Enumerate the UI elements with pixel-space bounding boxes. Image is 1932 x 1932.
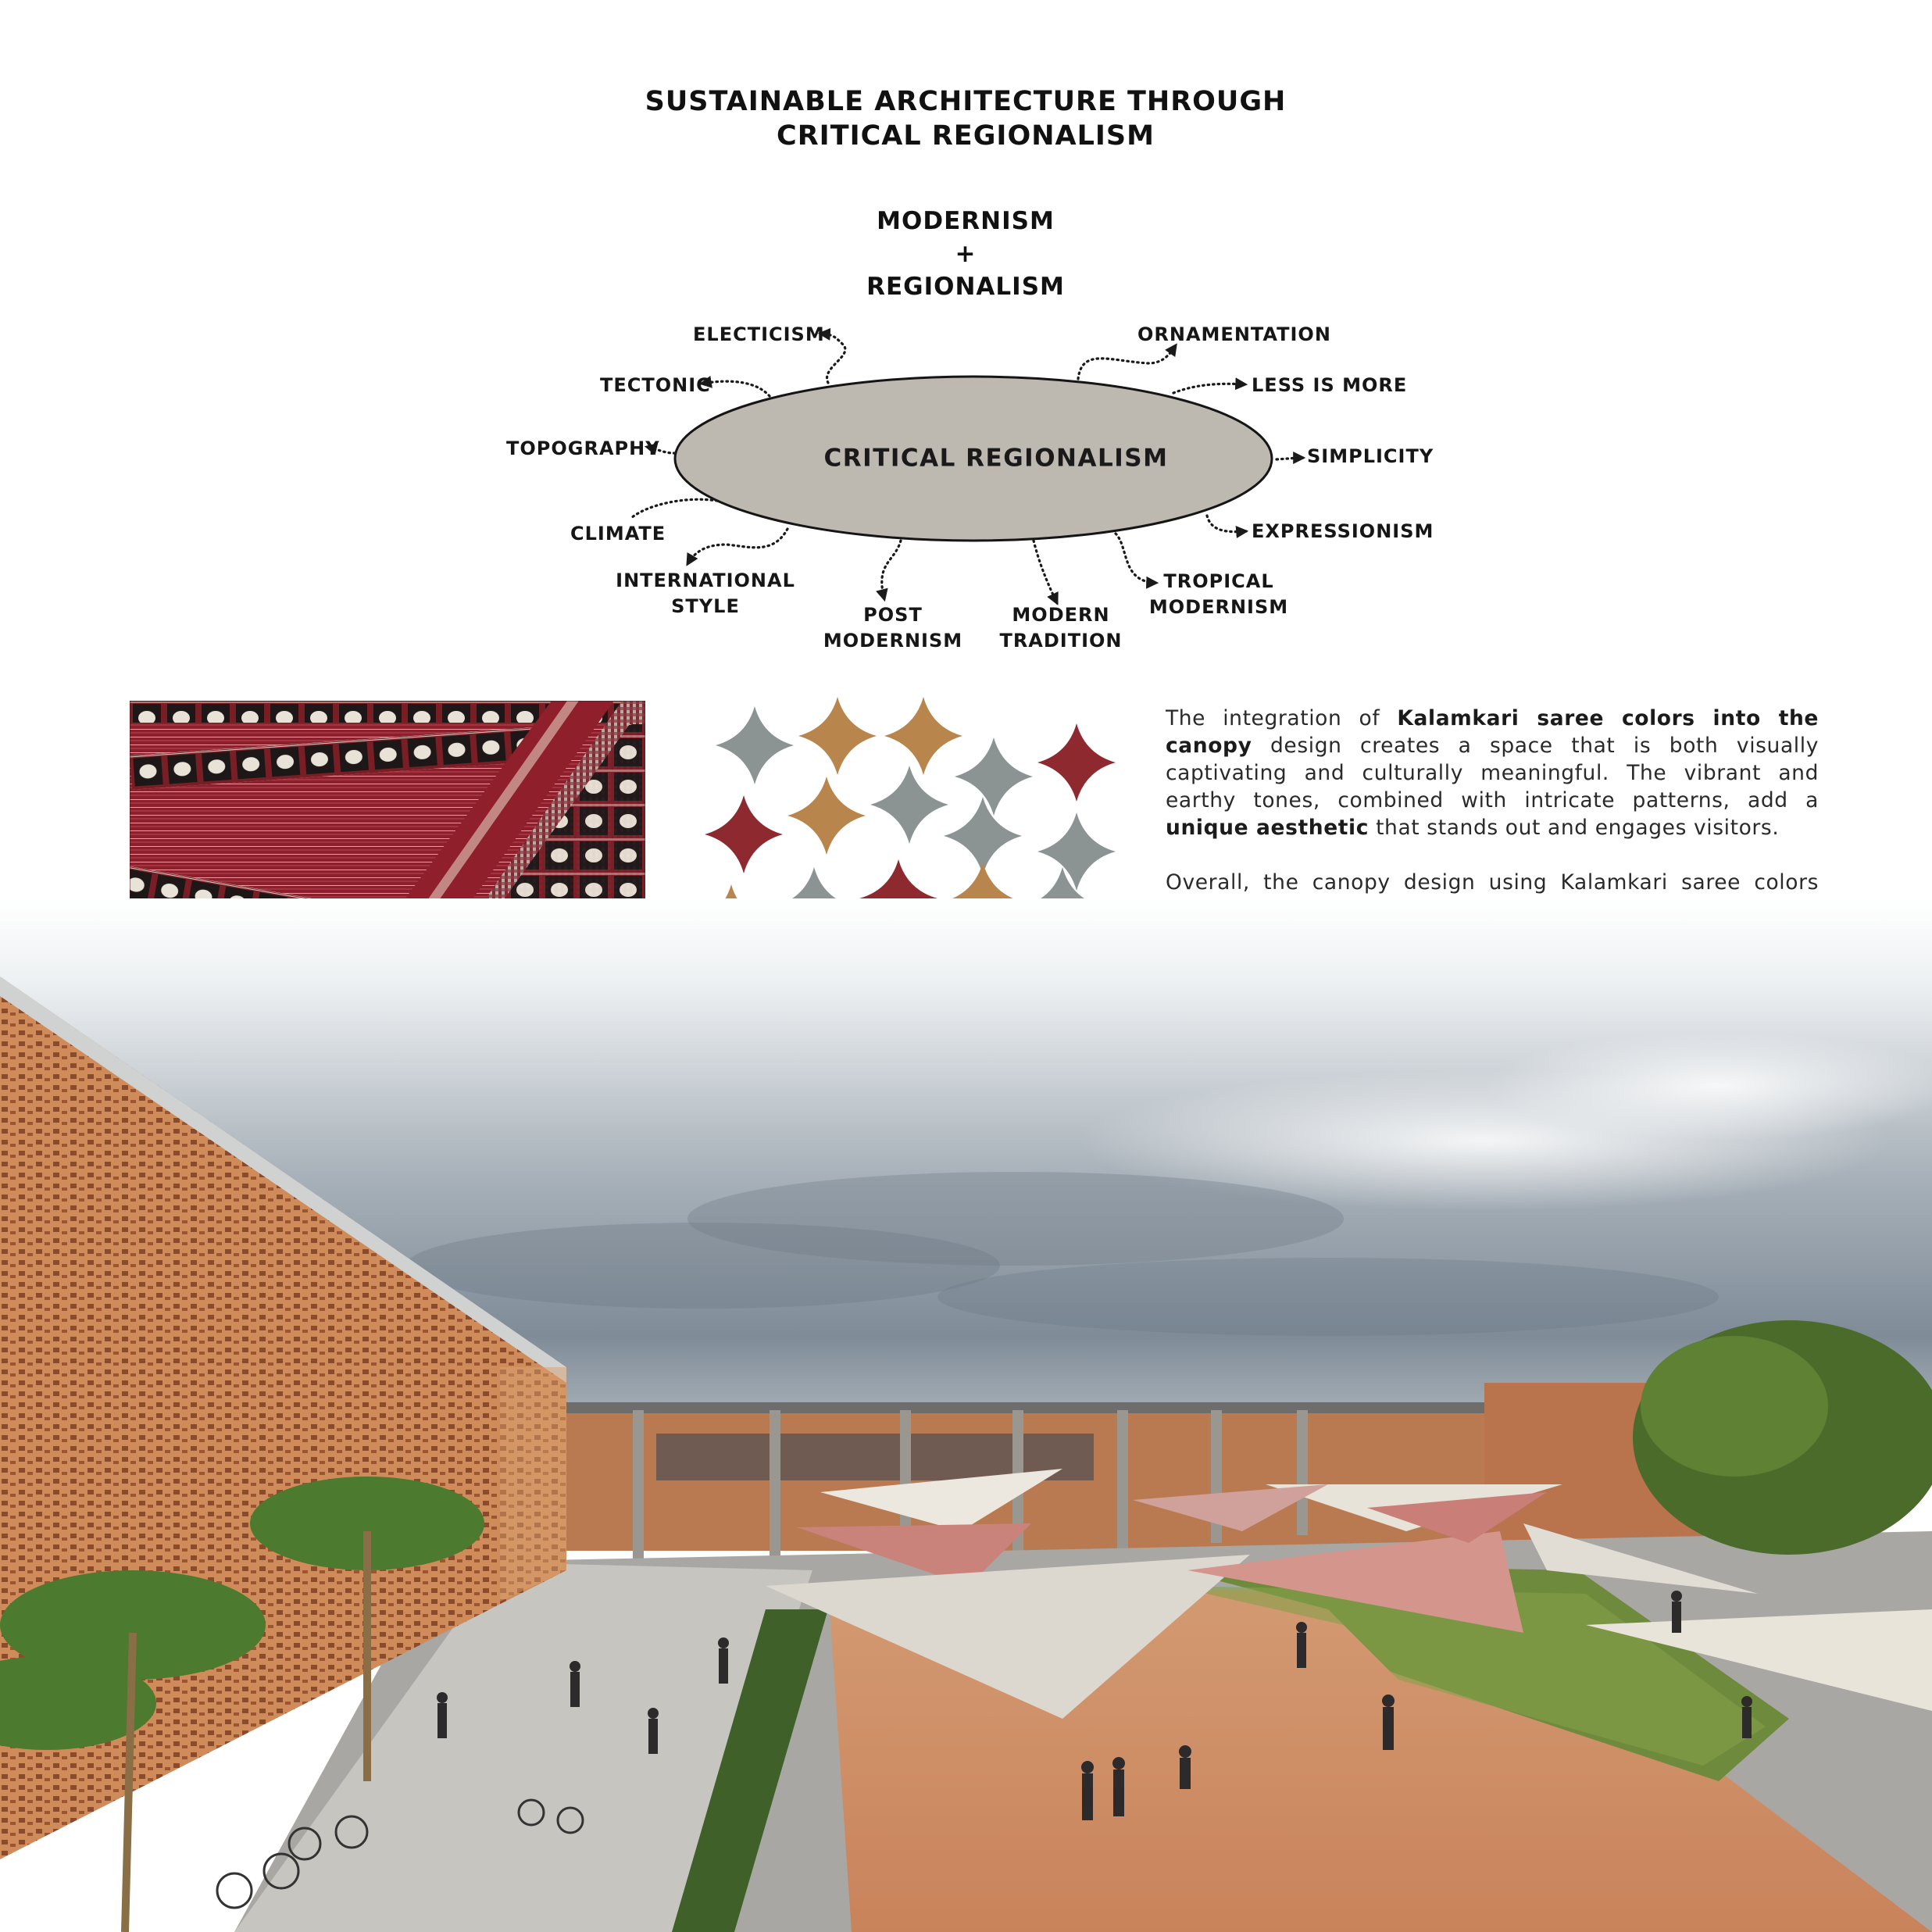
description-paragraph-2: Overall, the canopy design using Kalamkari saree colors [1166,870,1819,895]
diamond-tile [870,766,948,844]
plus-sign: + [955,240,977,268]
arrow-tectonic [702,381,770,396]
node-tectonic: TECTONIC [600,374,711,396]
node-post-1: POST [863,604,923,626]
title-line-1: SUSTAINABLE ARCHITECTURE THROUGH [645,86,1287,117]
arrow-ornamentation [1078,345,1176,379]
diamond-tile [1037,723,1116,802]
description-paragraph-1: The integration of Kalamkari saree colors into the canopy design creates a space that is both visually captivating and culturally meaningful. The vibrant and earthy tones, combined with intricate patterns, add a unique aesthetic that stands out and engages visitors. [1166,706,1820,840]
diamond-tile [884,697,962,775]
node-less-is-more: LESS IS MORE [1252,374,1408,396]
node-topography: TOPOGRAPHY [506,437,660,459]
arrow-climate [631,499,717,518]
diamond-tile [716,706,794,784]
arrow-post-modernism [882,541,901,599]
node-ornamentation: ORNAMENTATION [1137,323,1331,345]
arrow-less-is-more [1173,384,1245,393]
arrow-international [687,529,787,564]
diamond-tile [798,697,877,775]
node-modern-2: TRADITION [999,630,1123,652]
arrow-simplicity [1277,458,1303,459]
arrow-tropical [1116,534,1156,583]
arrow-modern-tradition [1034,541,1057,603]
node-modern-1: MODERN [1012,604,1110,626]
highlight-unique-aesthetic: unique aesthetic [1166,816,1370,840]
node-international-2: STYLE [671,595,740,617]
node-tropical-1: TROPICAL [1163,570,1274,592]
center-label: CRITICAL REGIONALISM [823,444,1169,473]
regionalism-label: REGIONALISM [866,273,1065,301]
diamond-tile [705,795,783,873]
highlight-kalamkari: Kalamkari saree colors into the canopy [1166,706,1820,758]
diamond-tile [1037,812,1116,891]
node-simplicity: SIMPLICITY [1307,445,1434,467]
node-tropical-2: MODERNISM [1148,596,1289,618]
node-international-1: INTERNATIONAL [616,570,795,591]
diamond-tile [787,777,866,855]
node-climate: CLIMATE [570,523,666,545]
critical-regionalism-diagram [0,297,1932,672]
page-title [497,84,1434,153]
modernism-regionalism-heading [731,205,1200,303]
title-line-2: CRITICAL REGIONALISM [777,120,1155,152]
arrow-expressionism [1207,516,1246,532]
node-post-2: MODERNISM [823,630,963,652]
courtyard-render [0,898,1932,1932]
node-electicism: ELECTICISM [693,323,825,345]
modernism-label: MODERNISM [877,207,1055,235]
diamond-tile [955,737,1033,816]
node-expressionism: EXPRESSIONISM [1252,520,1434,542]
